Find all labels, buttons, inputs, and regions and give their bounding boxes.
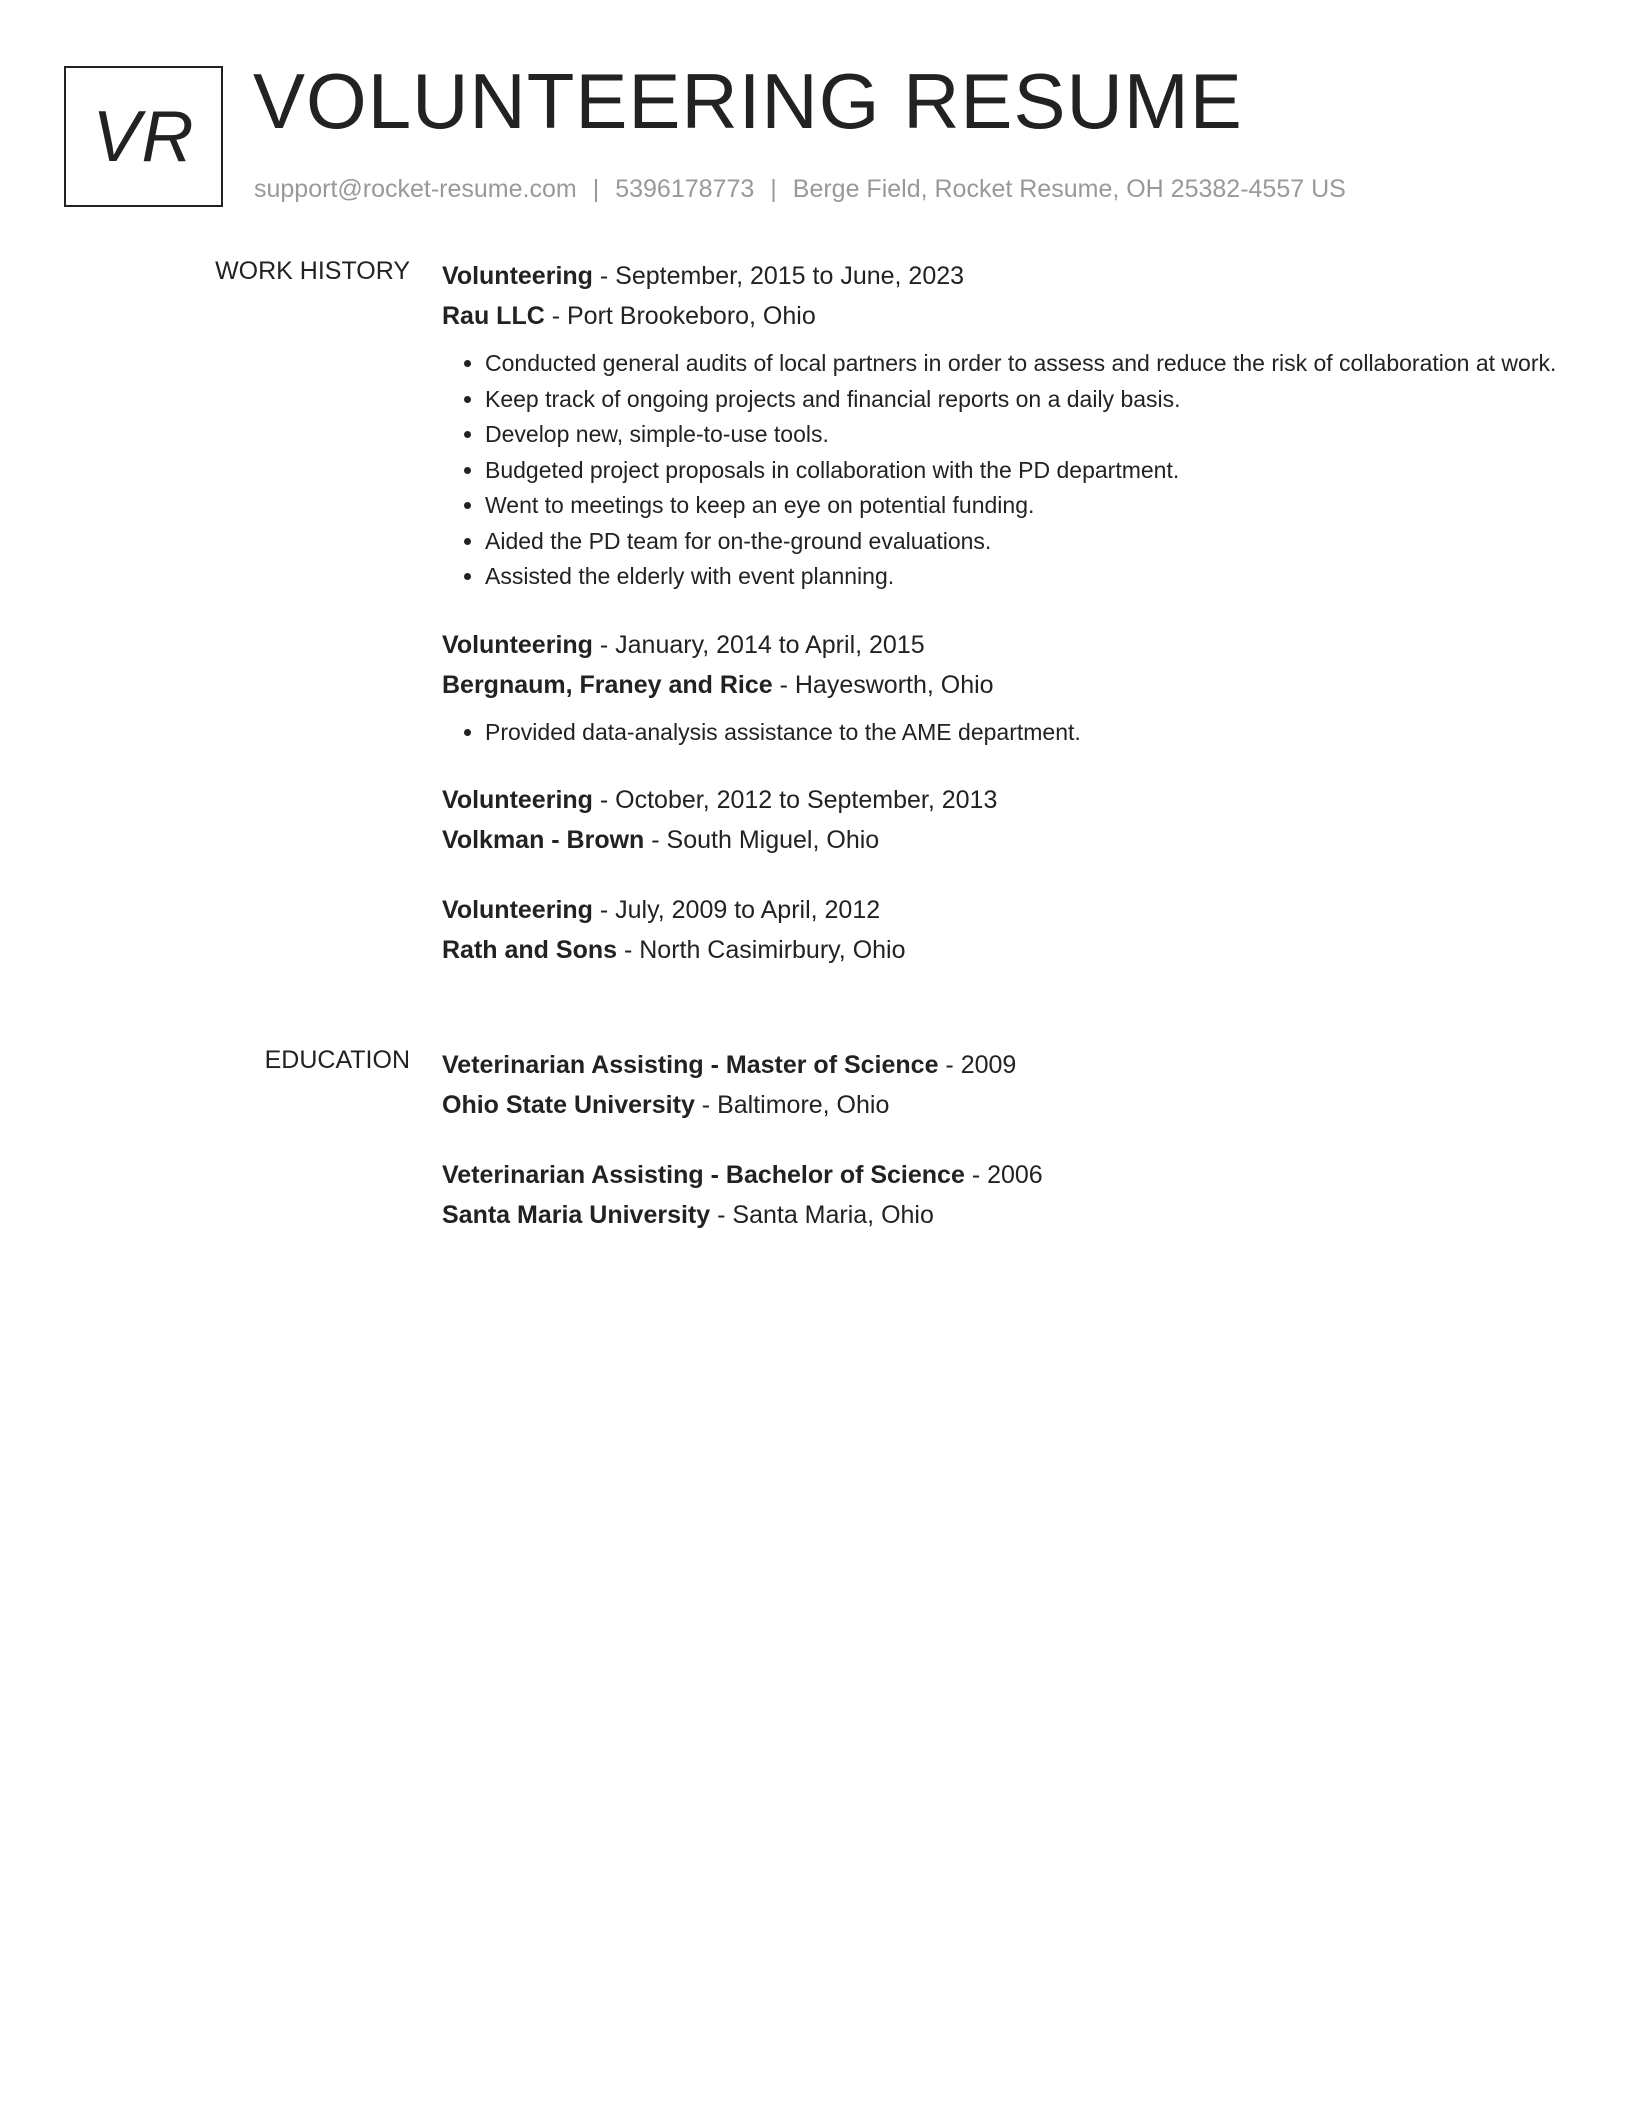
degree-name: Veterinarian Assisting - Bachelor of Science bbox=[442, 1161, 965, 1189]
education-entry bbox=[442, 1155, 1582, 1235]
degree-name: Veterinarian Assisting - Master of Science bbox=[442, 1051, 939, 1079]
work-history-list bbox=[442, 256, 1582, 1000]
work-entry bbox=[442, 256, 1582, 595]
education-list bbox=[442, 1045, 1582, 1265]
job-dates: - October, 2012 to September, 2013 bbox=[592, 786, 998, 814]
job-duty-item: • Assisted the elderly with event planning. bbox=[485, 559, 1582, 595]
contact-phone: 5396178773 bbox=[615, 175, 755, 203]
monogram-initials: VR bbox=[92, 96, 195, 177]
job-duties-list bbox=[442, 715, 1582, 751]
job-duty-item: • Keep track of ongoing projects and financial reports on a daily basis. bbox=[485, 382, 1582, 418]
company-name: Bergnaum, Franey and Rice bbox=[442, 670, 773, 699]
work-entry-title-line bbox=[442, 625, 1582, 665]
education-school-line bbox=[442, 1085, 1582, 1125]
school-name: Ohio State University bbox=[442, 1091, 695, 1119]
work-entry-company-line bbox=[442, 665, 1582, 705]
contact-email: support@rocket-resume.com bbox=[254, 175, 577, 203]
job-duty-item: • Aided the PD team for on-the-ground evaluations. bbox=[485, 524, 1582, 560]
work-entry bbox=[442, 625, 1582, 751]
work-entry-title-line bbox=[442, 256, 1582, 296]
job-duty-item: • Budgeted project proposals in collaboration with the PD department. bbox=[485, 453, 1582, 489]
job-duty-item: • Provided data-analysis assistance to the AME department. bbox=[485, 715, 1582, 751]
job-title: Volunteering bbox=[442, 262, 593, 290]
school-location: - Santa Maria, Ohio bbox=[710, 1201, 934, 1229]
work-entry-title-line bbox=[442, 890, 1582, 930]
degree-year: - 2009 bbox=[938, 1051, 1017, 1079]
monogram-box bbox=[64, 66, 223, 207]
job-title: Volunteering bbox=[442, 896, 593, 924]
job-dates: - September, 2015 to June, 2023 bbox=[592, 262, 965, 290]
job-duty-item: • Went to meetings to keep an eye on potential funding. bbox=[485, 488, 1582, 524]
school-location: - Baltimore, Ohio bbox=[694, 1091, 890, 1119]
education-degree-line bbox=[442, 1155, 1582, 1195]
work-entry-title-line bbox=[442, 780, 1582, 820]
contact-separator: | bbox=[770, 175, 777, 203]
work-entry-company-line bbox=[442, 296, 1582, 336]
job-duty-item: • Conducted general audits of local partners in order to assess and reduce the risk of collaboration at work. bbox=[485, 346, 1582, 382]
company-name: Rau LLC bbox=[442, 302, 545, 330]
job-dates: - July, 2009 to April, 2012 bbox=[592, 896, 881, 924]
school-name: Santa Maria University bbox=[442, 1201, 711, 1229]
company-name: Volkman - Brown bbox=[442, 826, 645, 854]
company-location: - Port Brookeboro, Ohio bbox=[544, 302, 816, 330]
education-heading: EDUCATION bbox=[264, 1046, 410, 1074]
education-entry bbox=[442, 1045, 1582, 1125]
company-location: - South Miguel, Ohio bbox=[644, 826, 880, 854]
job-title: Volunteering bbox=[442, 786, 593, 814]
job-dates: - January, 2014 to April, 2015 bbox=[592, 630, 925, 659]
work-history-heading: WORK HISTORY bbox=[215, 257, 410, 285]
company-location: - Hayesworth, Ohio bbox=[772, 670, 994, 699]
contact-separator: | bbox=[592, 175, 600, 203]
contact-line bbox=[254, 174, 1346, 204]
education-school-line bbox=[442, 1195, 1582, 1235]
education-degree-line bbox=[442, 1045, 1582, 1085]
degree-year: - 2006 bbox=[964, 1161, 1043, 1189]
company-location: - North Casimirbury, Ohio bbox=[617, 936, 906, 964]
work-entry-company-line bbox=[442, 930, 1582, 970]
job-duty-item: • Develop new, simple-to-use tools. bbox=[485, 417, 1582, 453]
contact-address: Berge Field, Rocket Resume, OH 25382-4557 US bbox=[792, 175, 1346, 203]
work-entry bbox=[442, 780, 1582, 860]
work-entry bbox=[442, 890, 1582, 970]
resume-title: VOLUNTEERING RESUME bbox=[253, 57, 1243, 145]
company-name: Rath and Sons bbox=[442, 936, 618, 964]
job-duties-list bbox=[442, 346, 1582, 595]
work-entry-company-line bbox=[442, 820, 1582, 860]
job-title: Volunteering bbox=[442, 630, 593, 659]
